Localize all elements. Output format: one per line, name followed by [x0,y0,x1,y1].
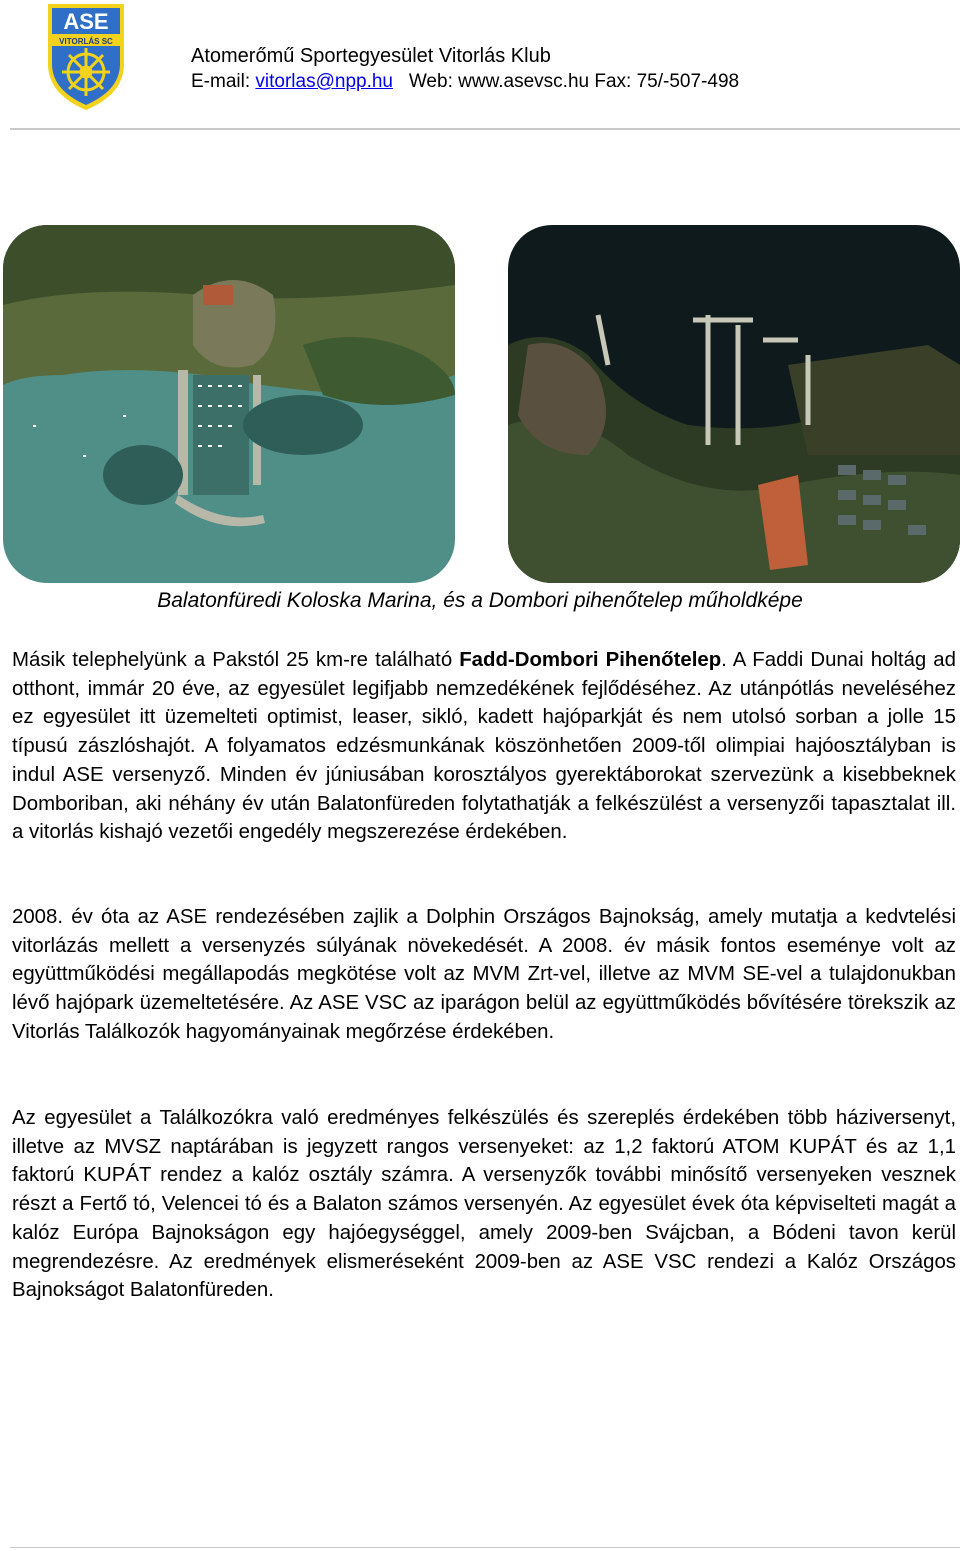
footer-divider [10,1547,960,1548]
image-caption: Balatonfüredi Koloska Marina, és a Dombori pihenőtelep műholdképe [157,589,803,612]
paragraph-2 [12,903,956,1047]
fax-label: Fax: [594,71,632,92]
paragraph-1-rest: . A Faddi Dunai holtág ad otthont, immár 20 éve, az egyesület legifjabb nemzedékének fejlődéséhez. Az utánpótlás neveléséhez ez egyesület itt üzemelteti optimist, leaser, sikló, kadett hajóparkját és nem utolsó sorban a jolle 15 típusú zászlóshajót. A folyamatos edzésmunkának köszönhetően 2009-től olimpiai hajóosztályban is indul ASE versenyző. Minden év júniusában korosztályos gyerektáborokat szervezünk a kisebbeknek Domboriban, aki néhány év után Balatonfüreden folytathatják a felkészülést a versenyzői tapasztalat ill. a vitorlás kishajó vezetői engedély megszerezése érdekében. [12,649,956,844]
web-label: Web: [408,71,453,92]
ship-wheel-icon [62,48,110,96]
web-address: www.asevsc.hu [458,71,590,92]
fax-number: 75/-507-498 [636,71,740,92]
paragraph-3-text: Az egyesület a Találkozókra való eredményes felkészülés és szereplés érdekében több háziversenyt, illetve az MVSZ naptárában is jegyzett rangos versenyeket: az 1,2 faktorú ATOM KUPÁT és az 1,1 faktorú KUPÁT rendez a kalóz osztály számra. A versenyzők további minősítő versenyeken vesznek részt a Fertő tó, Velencei tó és a Balaton számos versenyén. Az egyesület évek óta képviselteti magát a kalóz Európa Bajnokságon egy hajóegységgel, amely 2009-ben Svájcban, a Bódeni tavon kerül megrendezésre. Az eredmények elismeréseként 2009-ben az ASE VSC rendezi a Kalóz Országos Bajnokságot Balatonfüreden. [12,1107,956,1302]
contact-line [191,70,739,94]
club-logo [44,2,128,112]
paragraph-1-bold: Fadd-Dombori Pihenőtelep [459,649,722,671]
satellite-image-marina [3,225,455,583]
logo-text-band: VITORLÁS SC [59,37,113,46]
satellite-image-dombori [508,225,960,583]
paragraph-3 [12,1104,956,1305]
email-label: E-mail: [191,71,251,92]
paragraph-2-text: 2008. év óta az ASE rendezésében zajlik a Dolphin Országos Bajnokság, amely mutatja a kedvtelési vitorlázás mellett a versenyzés súlyának növekedését. A 2008. év másik fontos eseménye volt az együttműködési megállapodás megkötése volt az MVM Zrt-vel, illetve az MVM SE-vel a tulajdonukban lévő hajópark üzemeltetésére. Az ASE VSC az iparágon belül az együttműködés bővítésére törekszik az Vitorlás Találkozók hagyományainak megőrzése érdekében. [12,906,956,1043]
logo-text-top: ASE [63,9,109,34]
paragraph-1 [12,646,956,847]
ase-shield-logo [44,2,128,112]
club-name: Atomerőmű Sportegyesület Vitorlás Klub [191,45,551,67]
paragraph-1-intro: Másik telephelyünk a Pakstól 25 km-re található [12,649,460,671]
email-link[interactable]: vitorlas@npp.hu [255,71,393,92]
header-divider [10,128,960,130]
